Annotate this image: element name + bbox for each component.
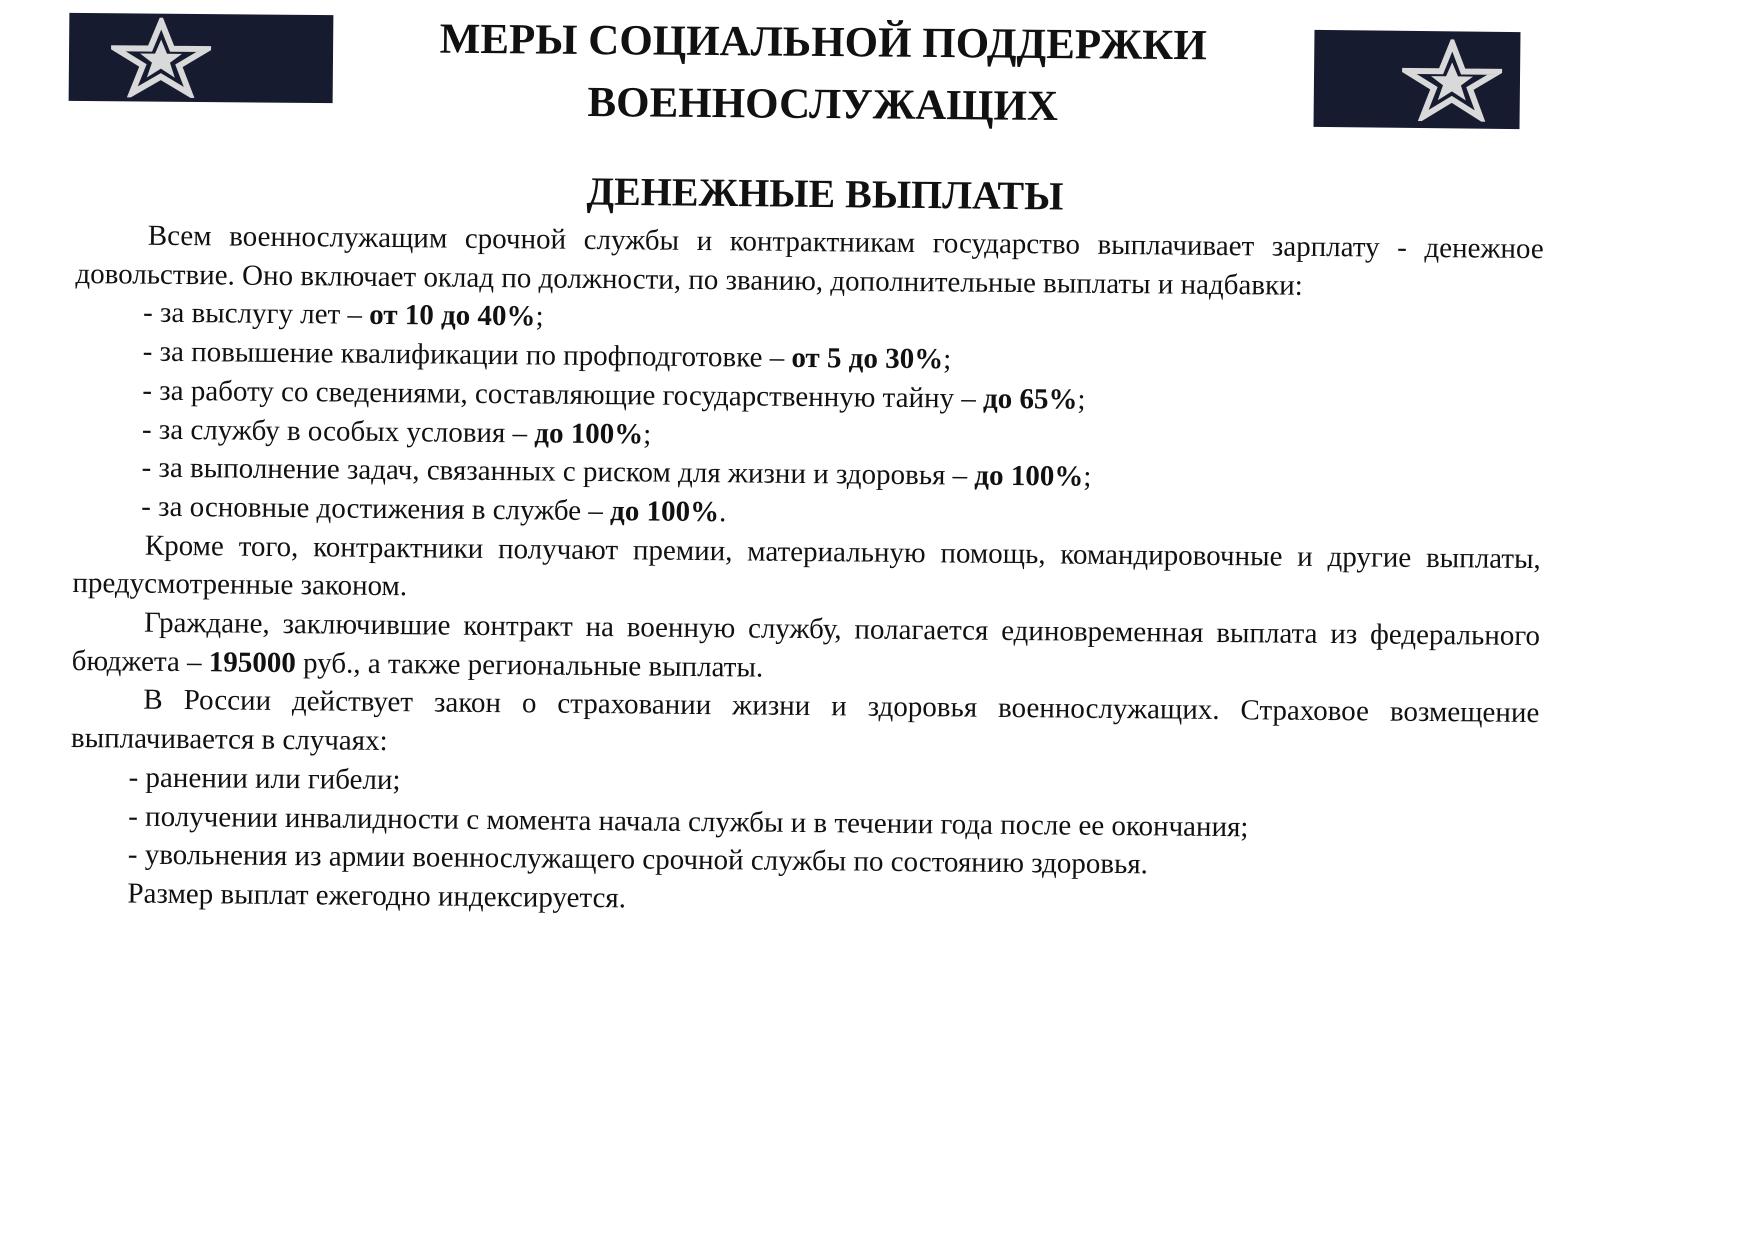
one-time-payment-paragraph: Граждане, заключившие контракт на военную службу, полагается единовременная выплата из федерального бюджета – 195000 руб., а также региональные выплаты. [71,606,1541,684]
emblem-left [69,13,334,103]
title-line-2: ВОЕННОСЛУЖАЩИХ [587,78,1059,131]
army-star-icon [1402,38,1503,121]
insurance-paragraph: В России действует закон о страховании жизни и здоровья военнослужащих. Страховое возмещение выплачивается в случаях: [70,684,1540,758]
army-star-icon [111,17,212,98]
list-item: - увольнения из армии военнослужащего срочной службы по состоянию здоровья. [127,838,1149,881]
intro-paragraph: Всем военнослужащим срочной службы и контрактникам государство выплачивает зарплату - денежное довольствие. Оно включает оклад по должности, по званию, дополнительные выплаты и надбавки: [75,219,1544,302]
title-line-1: МЕРЫ СОЦИАЛЬНОЙ ПОДДЕРЖКИ [439,15,1207,70]
payment-amount: 195000 [208,646,297,679]
list-item: - ранении или гибели; [128,761,401,796]
list-item: - за выполнение задач, связанных с риском для жизни и здоровья – до 100%; [141,451,1092,493]
section-title: ДЕНЕЖНЫЕ ВЫПЛАТЫ [586,168,1064,219]
contract-extra-paragraph: Кроме того, контрактники получают премии, материальную помощь, командировочные и другие выплаты, предусмотренные законом. [72,529,1541,603]
page-title [419,8,1226,139]
closing-note: Размер выплат ежегодно индексируется. [127,877,627,915]
list-item: - за службу в особых условия – до 100%; [141,413,652,451]
list-item: - получении инвалидности с момента начала службы и в течении года после ее окончания; [128,800,1249,843]
list-item: - за основные достижения в службе – до 100%. [141,490,727,529]
insurance-cases-list [70,758,1539,888]
emblem-right [1313,30,1520,129]
allowances-list [73,293,1543,539]
list-item: - за работу со сведениями, составляющие государственную тайну – до 65%; [142,374,1086,416]
list-item: - за выслугу лет – от 10 до 40%; [142,297,544,333]
list-item: - за повышение квалификации по профподготовке – от 5 до 30%; [142,335,952,376]
document-body [69,216,1544,927]
